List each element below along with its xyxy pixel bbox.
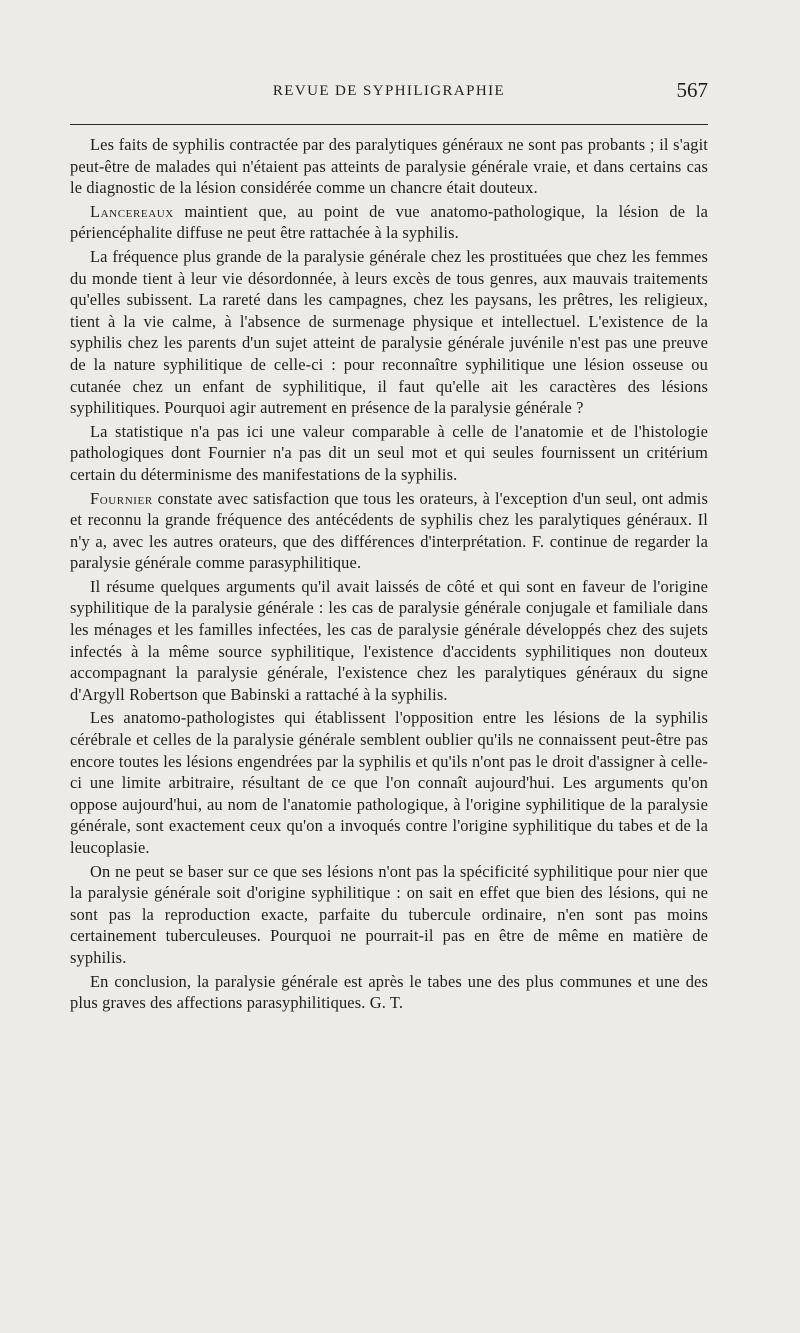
- page-header: [70, 80, 708, 106]
- paragraph-5: Fournier constate avec satisfaction que tous les orateurs, à l'exception d'un seul, ont admis et reconnu la grande fréquence des antécédents de syphilis chez les paralytiques généraux. Il n'y a, avec les autres orateurs, que des différences d'interprétation. F. continue de regarder la paralysie générale comme parasyphilitique.: [70, 488, 708, 573]
- header-rule: [70, 124, 708, 125]
- article-body: [70, 134, 708, 1016]
- paragraph-4: La statistique n'a pas ici une valeur comparable à celle de l'anatomie et de l'histologie pathologiques dont Fournier n'a pas dit un seul mot et qui seules fournissent un critérium certain du déterminisme des manifestations de la syphilis.: [70, 421, 708, 484]
- page-number: 567: [676, 78, 708, 102]
- paragraph-7: Les anatomo-pathologistes qui établissent l'opposition entre les lésions de la syphilis cérébrale et celles de la paralysie générale semblent oublier qu'ils ne connaissent peut-être pas encore toutes les lésions engendrées par la syphilis et qu'ils n'ont pas le droit d'assigner à celle-ci une limite arbitraire, résultant de ce que l'on connaît aujourd'hui. Les arguments qu'on oppose aujourd'hui, au nom de l'anatomie pathologique, à l'origine syphilitique de la paralysie générale, sont exactement ceux qu'on a invoqués contre l'origine syphilitique du tabes et de la leucoplasie.: [70, 708, 708, 857]
- running-title: REVUE DE SYPHILIGRAPHIE: [272, 83, 506, 99]
- paragraph-9: En conclusion, la paralysie générale est après le tabes une des plus communes et une des plus graves des affections parasyphilitiques. G. T.: [70, 971, 708, 1013]
- author-name-lancereaux: Lancereaux: [90, 201, 174, 221]
- paragraph-2: Lancereaux maintient que, au point de vue anatomo-pathologique, la lésion de la périencéphalite diffuse ne peut être rattachée à la syphilis.: [70, 201, 708, 243]
- paragraph-3: La fréquence plus grande de la paralysie générale chez les prostituées que chez les femmes du monde tient à leur vie désordonnée, à leurs excès de tous genres, aux mauvais traitements qu'elles subissent. La rareté dans les campagnes, chez les paysans, les prêtres, les religieux, tient à la vie calme, à l'absence de surmenage physique et intellectuel. L'existence de la syphilis chez les parents d'un sujet atteint de paralysie générale juvénile n'est pas une preuve de la nature syphilitique de celle-ci : pour reconnaître syphilitique une lésion osseuse ou cutanée chez un enfant de syphilitique, il faut qu'elle ait les caractères des lésions syphilitiques. Pourquoi agir autrement en présence de la paralysie générale ?: [70, 246, 708, 418]
- paragraph-6: Il résume quelques arguments qu'il avait laissés de côté et qui sont en faveur de l'origine syphilitique de la paralysie générale : les cas de paralysie générale conjugale et familiale dans les ménages et les familles infectées, les cas de paralysie générale développés chez des sujets infectés à la même source syphilitique, l'existence d'accidents syphilitiques non douteux accompagnant la paralysie générale, l'existence chez les paralytiques généraux du signe d'Argyll Robertson que Babinski a rattaché à la syphilis.: [70, 576, 708, 704]
- paragraph-1: Les faits de syphilis contractée par des paralytiques généraux ne sont pas probants ; il s'agit peut-être de malades qui n'étaient pas atteints de paralysie générale vraie, et dans certains cas le diagnostic de la lésion considérée comme un chancre était douteux.: [70, 135, 708, 198]
- author-name-fournier: Fournier: [90, 488, 153, 508]
- paragraph-8: On ne peut se baser sur ce que ses lésions n'ont pas la spécificité syphilitique pour nier que la paralysie générale soit d'origine syphilitique : on sait en effet que bien des lésions, qui ne sont pas la reproduction exacte, parfaite du tubercule ordinaire, n'en sont pas moins certainement tuberculeuses. Pourquoi ne pourrait-il pas en être de même en matière de syphilis.: [70, 861, 708, 967]
